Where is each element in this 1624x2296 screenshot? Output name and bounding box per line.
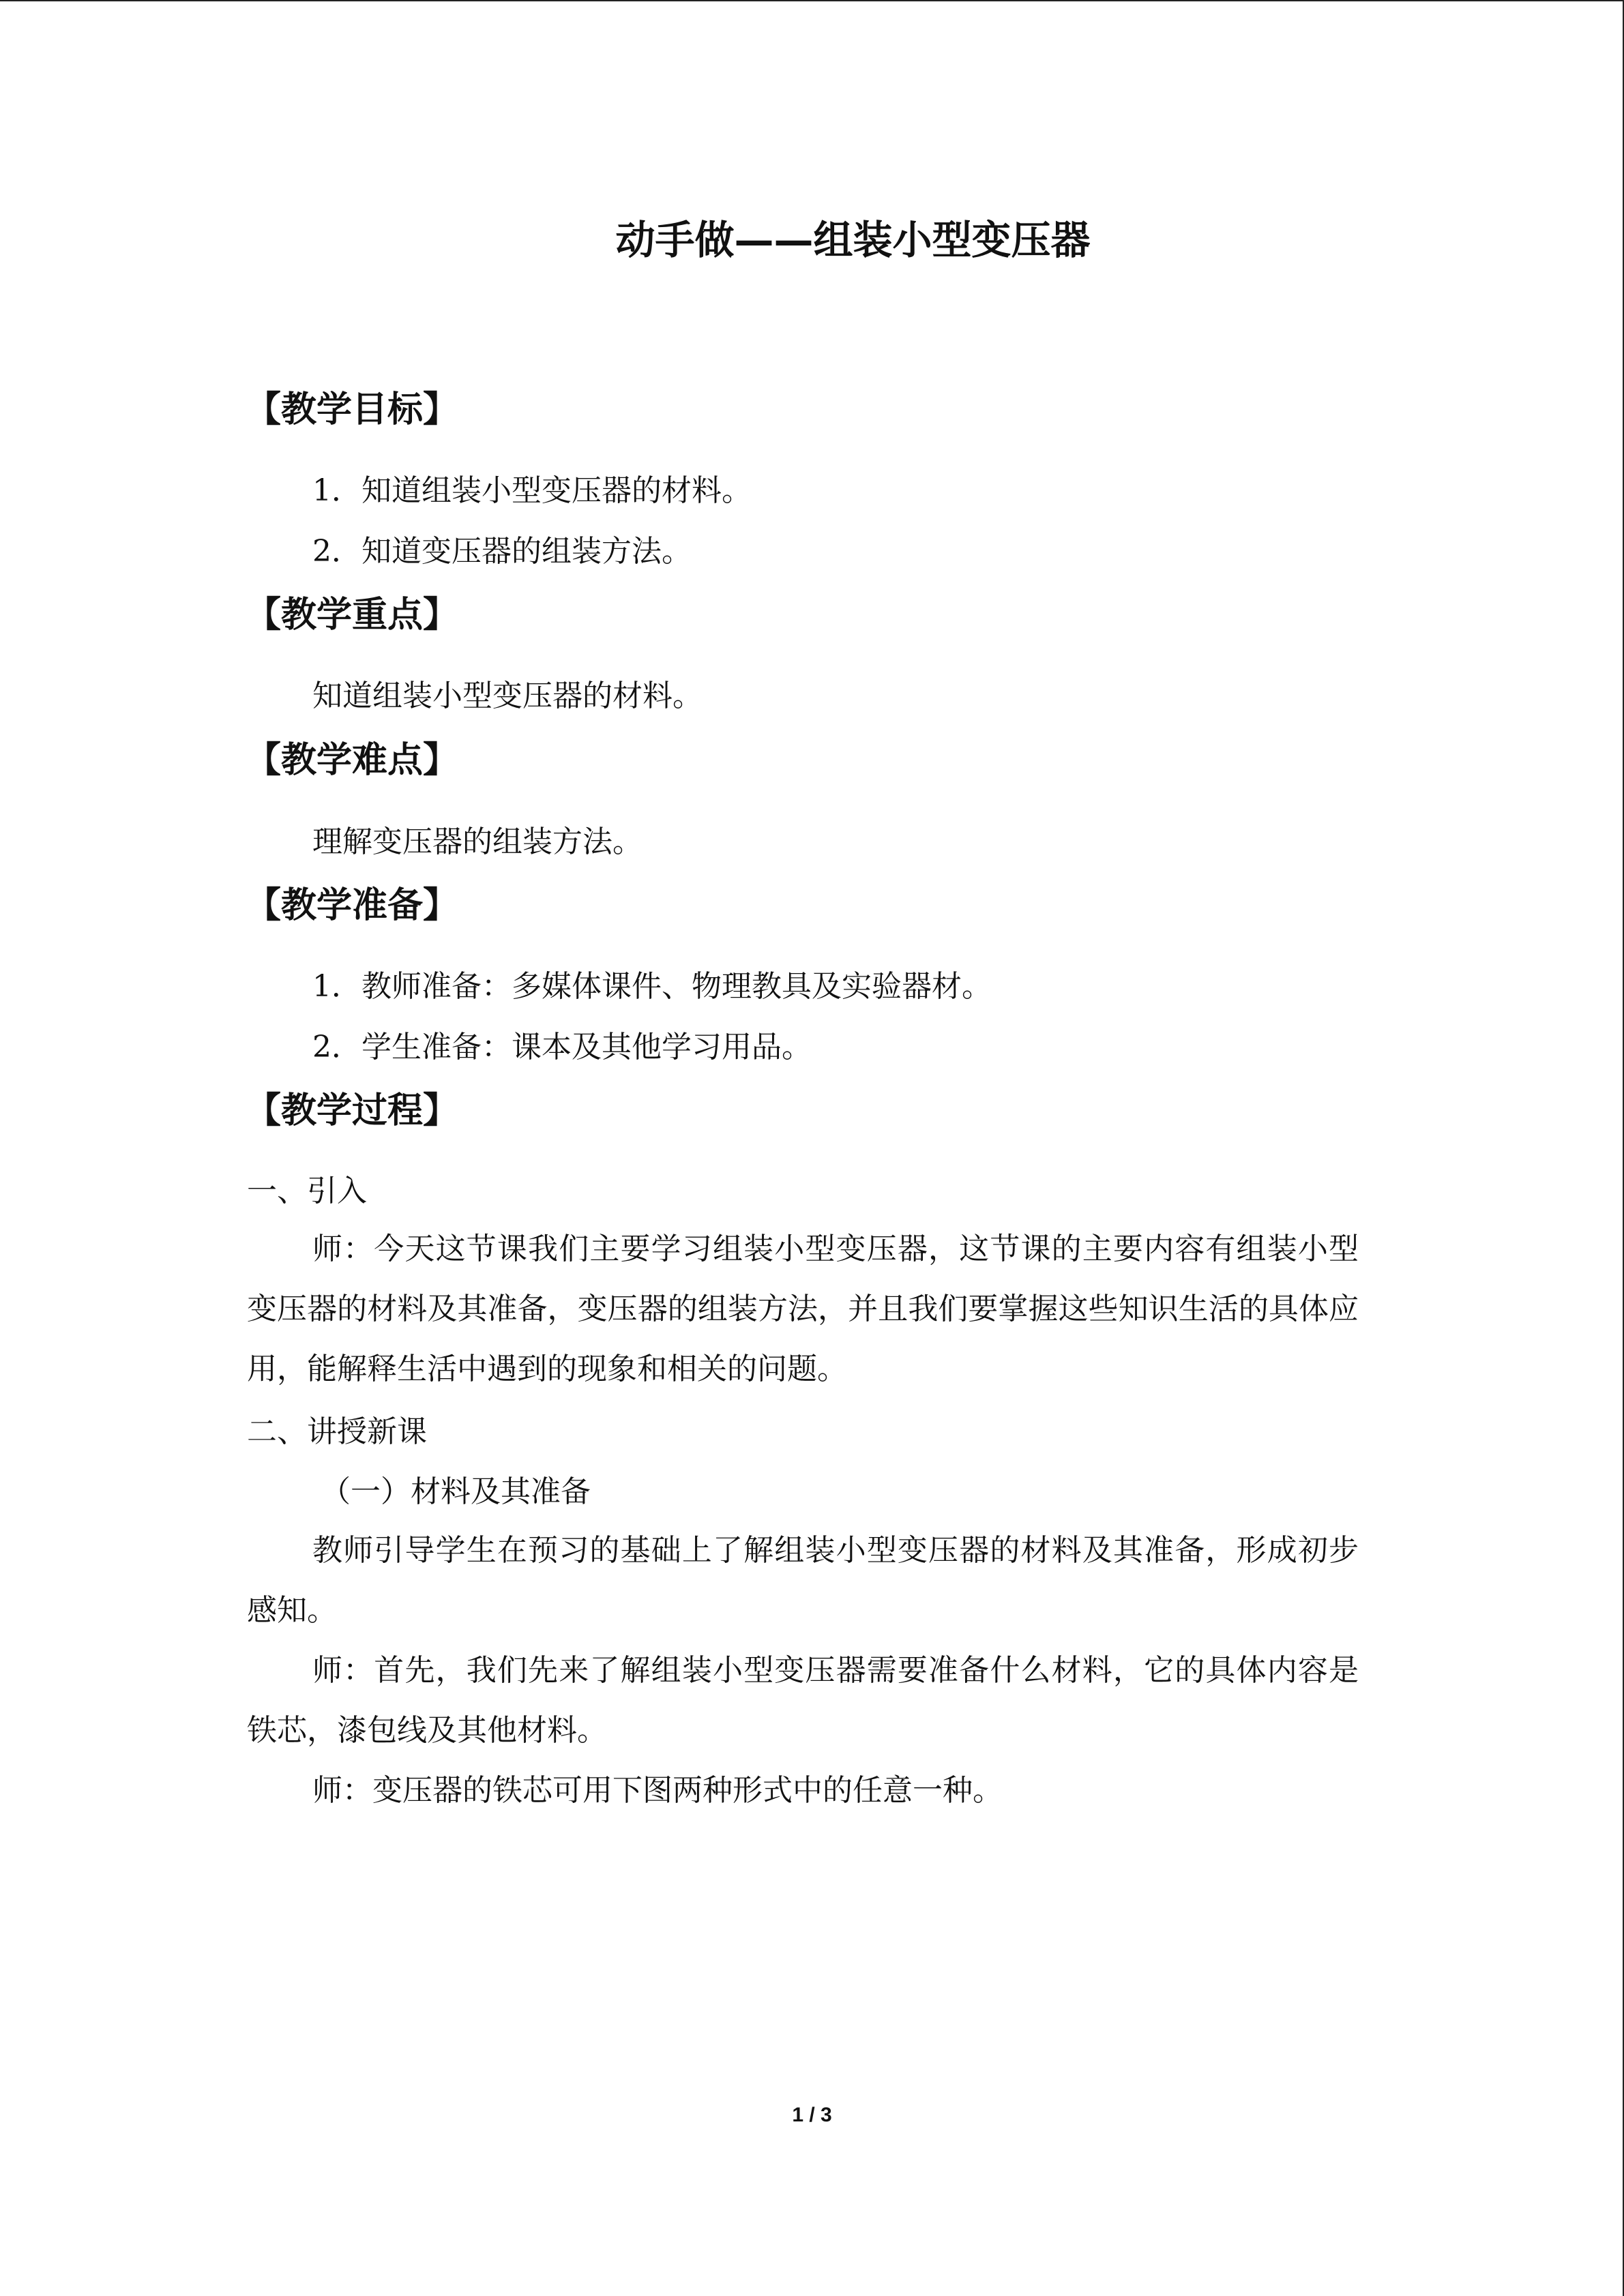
heading-preparation: 【教学准备】 bbox=[246, 885, 459, 926]
goal-item-1: 1．知道组装小型变压器的材料。 bbox=[312, 473, 752, 508]
new-lesson-label: 二、讲授新课 bbox=[247, 1414, 427, 1449]
page-indicator: 1 / 3 bbox=[792, 2104, 832, 2126]
preparation-item-2: 2．学生准备：课本及其他学习用品。 bbox=[312, 1030, 812, 1064]
paragraph-materials-intro: 教师引导学生在预习的基础上了解组装小型变压器的材料及其准备，形成初步感知。 bbox=[247, 1533, 1359, 1628]
heading-difficulties: 【教学难点】 bbox=[246, 740, 459, 781]
document-title: 动手做——组装小型变压器 bbox=[615, 217, 1091, 263]
paragraph-iron-core: 师：变压器的铁芯可用下图两种形式中的任意一种。 bbox=[312, 1773, 1003, 1808]
intro-paragraph: 师：今天这节课我们主要学习组装小型变压器，这节课的主要内容有组装小型变压器的材料及其准备，变压器的组装方法，并且我们要掌握这些知识生活的具体应用，能解释生活中遇到的现象和相关的问题。 bbox=[247, 1232, 1359, 1386]
goal-item-2: 2．知道变压器的组装方法。 bbox=[312, 534, 692, 569]
heading-teaching-goals: 【教学目标】 bbox=[246, 389, 459, 430]
subsection-materials-label: （一）材料及其准备 bbox=[321, 1474, 591, 1509]
paragraph-materials-list: 师：首先，我们先来了解组装小型变压器需要准备什么材料，它的具体内容是铁芯，漆包线及其他材料。 bbox=[247, 1653, 1359, 1748]
intro-label: 一、引入 bbox=[247, 1174, 367, 1208]
preparation-item-1: 1．教师准备：多媒体课件、物理教具及实验器材。 bbox=[312, 969, 992, 1004]
heading-process: 【教学过程】 bbox=[246, 1090, 459, 1131]
heading-key-points: 【教学重点】 bbox=[246, 595, 459, 636]
key-points-text: 知道组装小型变压器的材料。 bbox=[312, 679, 703, 713]
difficulties-text: 理解变压器的组装方法。 bbox=[312, 824, 643, 859]
